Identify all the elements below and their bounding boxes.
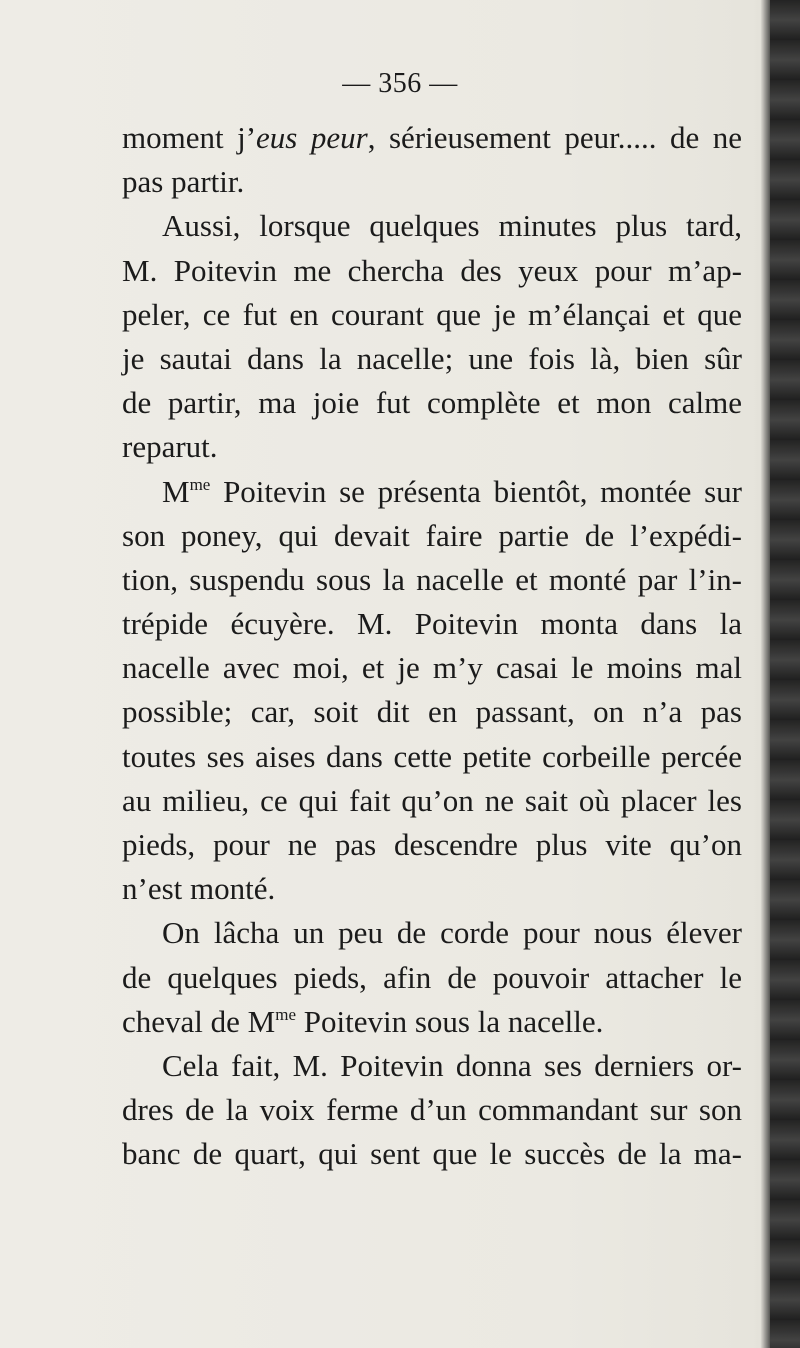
text-segment: On lâcha un peu de corde pour nous élever xyxy=(162,915,742,951)
italic-text: eus peur xyxy=(256,120,368,155)
text-line xyxy=(122,1132,742,1176)
text-segment: de partir, ma joie fut complète et mon calme xyxy=(122,385,742,421)
text-segment: trépide écuyère. M. Poitevin monta dans la xyxy=(122,606,742,642)
text-segment: au milieu, ce qui fait qu’on ne sait où placer les xyxy=(122,782,742,818)
book-spine-edge xyxy=(770,0,800,1348)
text-segment: Poitevin sous la nacelle. xyxy=(296,1003,604,1039)
text-segment: peler, ce fut en courant que je m’élançai et que xyxy=(122,296,742,332)
text-segment: pieds, pour ne pas descendre plus vite qu’on xyxy=(122,827,742,862)
text-segment: reparut. xyxy=(122,429,218,465)
text-segment: M xyxy=(162,473,190,509)
text-segment: n’est monté. xyxy=(122,871,276,907)
text-line xyxy=(122,1088,742,1132)
text-segment: son poney, qui devait faire partie de l’expédi- xyxy=(122,517,742,553)
text-line xyxy=(122,956,742,1000)
text-line xyxy=(122,602,742,646)
text-line xyxy=(122,116,742,160)
text-line xyxy=(122,911,742,955)
text-line xyxy=(122,1000,742,1044)
text-segment: toutes ses aises dans cette petite corbeille percée xyxy=(122,738,742,774)
text-segment: M. Poitevin me chercha des yeux pour m’ap- xyxy=(122,252,742,288)
text-segment: moment j’ xyxy=(122,120,257,155)
text-segment: je sautai dans la nacelle; une fois là, bien sûr xyxy=(122,340,742,376)
text-segment: banc de quart, qui sent que le succès de la ma- xyxy=(122,1136,742,1172)
text-line xyxy=(122,558,742,602)
text-segment: Cela fait, M. Poitevin donna ses derniers or- xyxy=(162,1047,742,1083)
text-line xyxy=(122,690,742,734)
text-line xyxy=(122,779,742,823)
text-segment: tion, suspendu sous la nacelle et monté par l’in- xyxy=(122,561,742,597)
text-segment: cheval de M xyxy=(122,1003,276,1039)
text-line xyxy=(122,381,742,425)
text-segment: dres de la voix ferme d’un commandant sur son xyxy=(122,1092,742,1128)
superscript-text: me xyxy=(189,474,211,494)
text-line xyxy=(122,293,742,337)
text-line xyxy=(122,823,742,867)
text-line xyxy=(122,1044,742,1088)
text-line xyxy=(122,160,742,204)
text-line xyxy=(122,337,742,381)
text-segment: pas partir. xyxy=(122,164,245,200)
text-line xyxy=(122,646,742,690)
text-line xyxy=(122,249,742,293)
page-number: — 356 — xyxy=(342,68,458,99)
text-line xyxy=(122,867,742,911)
superscript-text: me xyxy=(275,1004,296,1024)
text-segment: Poitevin se présenta bientôt, montée sur xyxy=(210,473,742,509)
text-line xyxy=(122,514,742,558)
text-segment: possible; car, soit dit en passant, on n’a pas xyxy=(122,694,742,730)
text-segment: , sérieusement peur..... de ne xyxy=(367,120,742,155)
text-line xyxy=(122,425,742,469)
text-line xyxy=(122,470,742,514)
text-line xyxy=(122,204,742,248)
body-text xyxy=(122,116,742,1177)
text-segment: Aussi, lorsque quelques minutes plus tard, xyxy=(162,208,742,244)
text-segment: de quelques pieds, afin de pouvoir attacher le xyxy=(122,959,742,995)
text-segment: nacelle avec moi, et je m’y casai le moins mal xyxy=(122,650,742,686)
text-line xyxy=(122,735,742,779)
